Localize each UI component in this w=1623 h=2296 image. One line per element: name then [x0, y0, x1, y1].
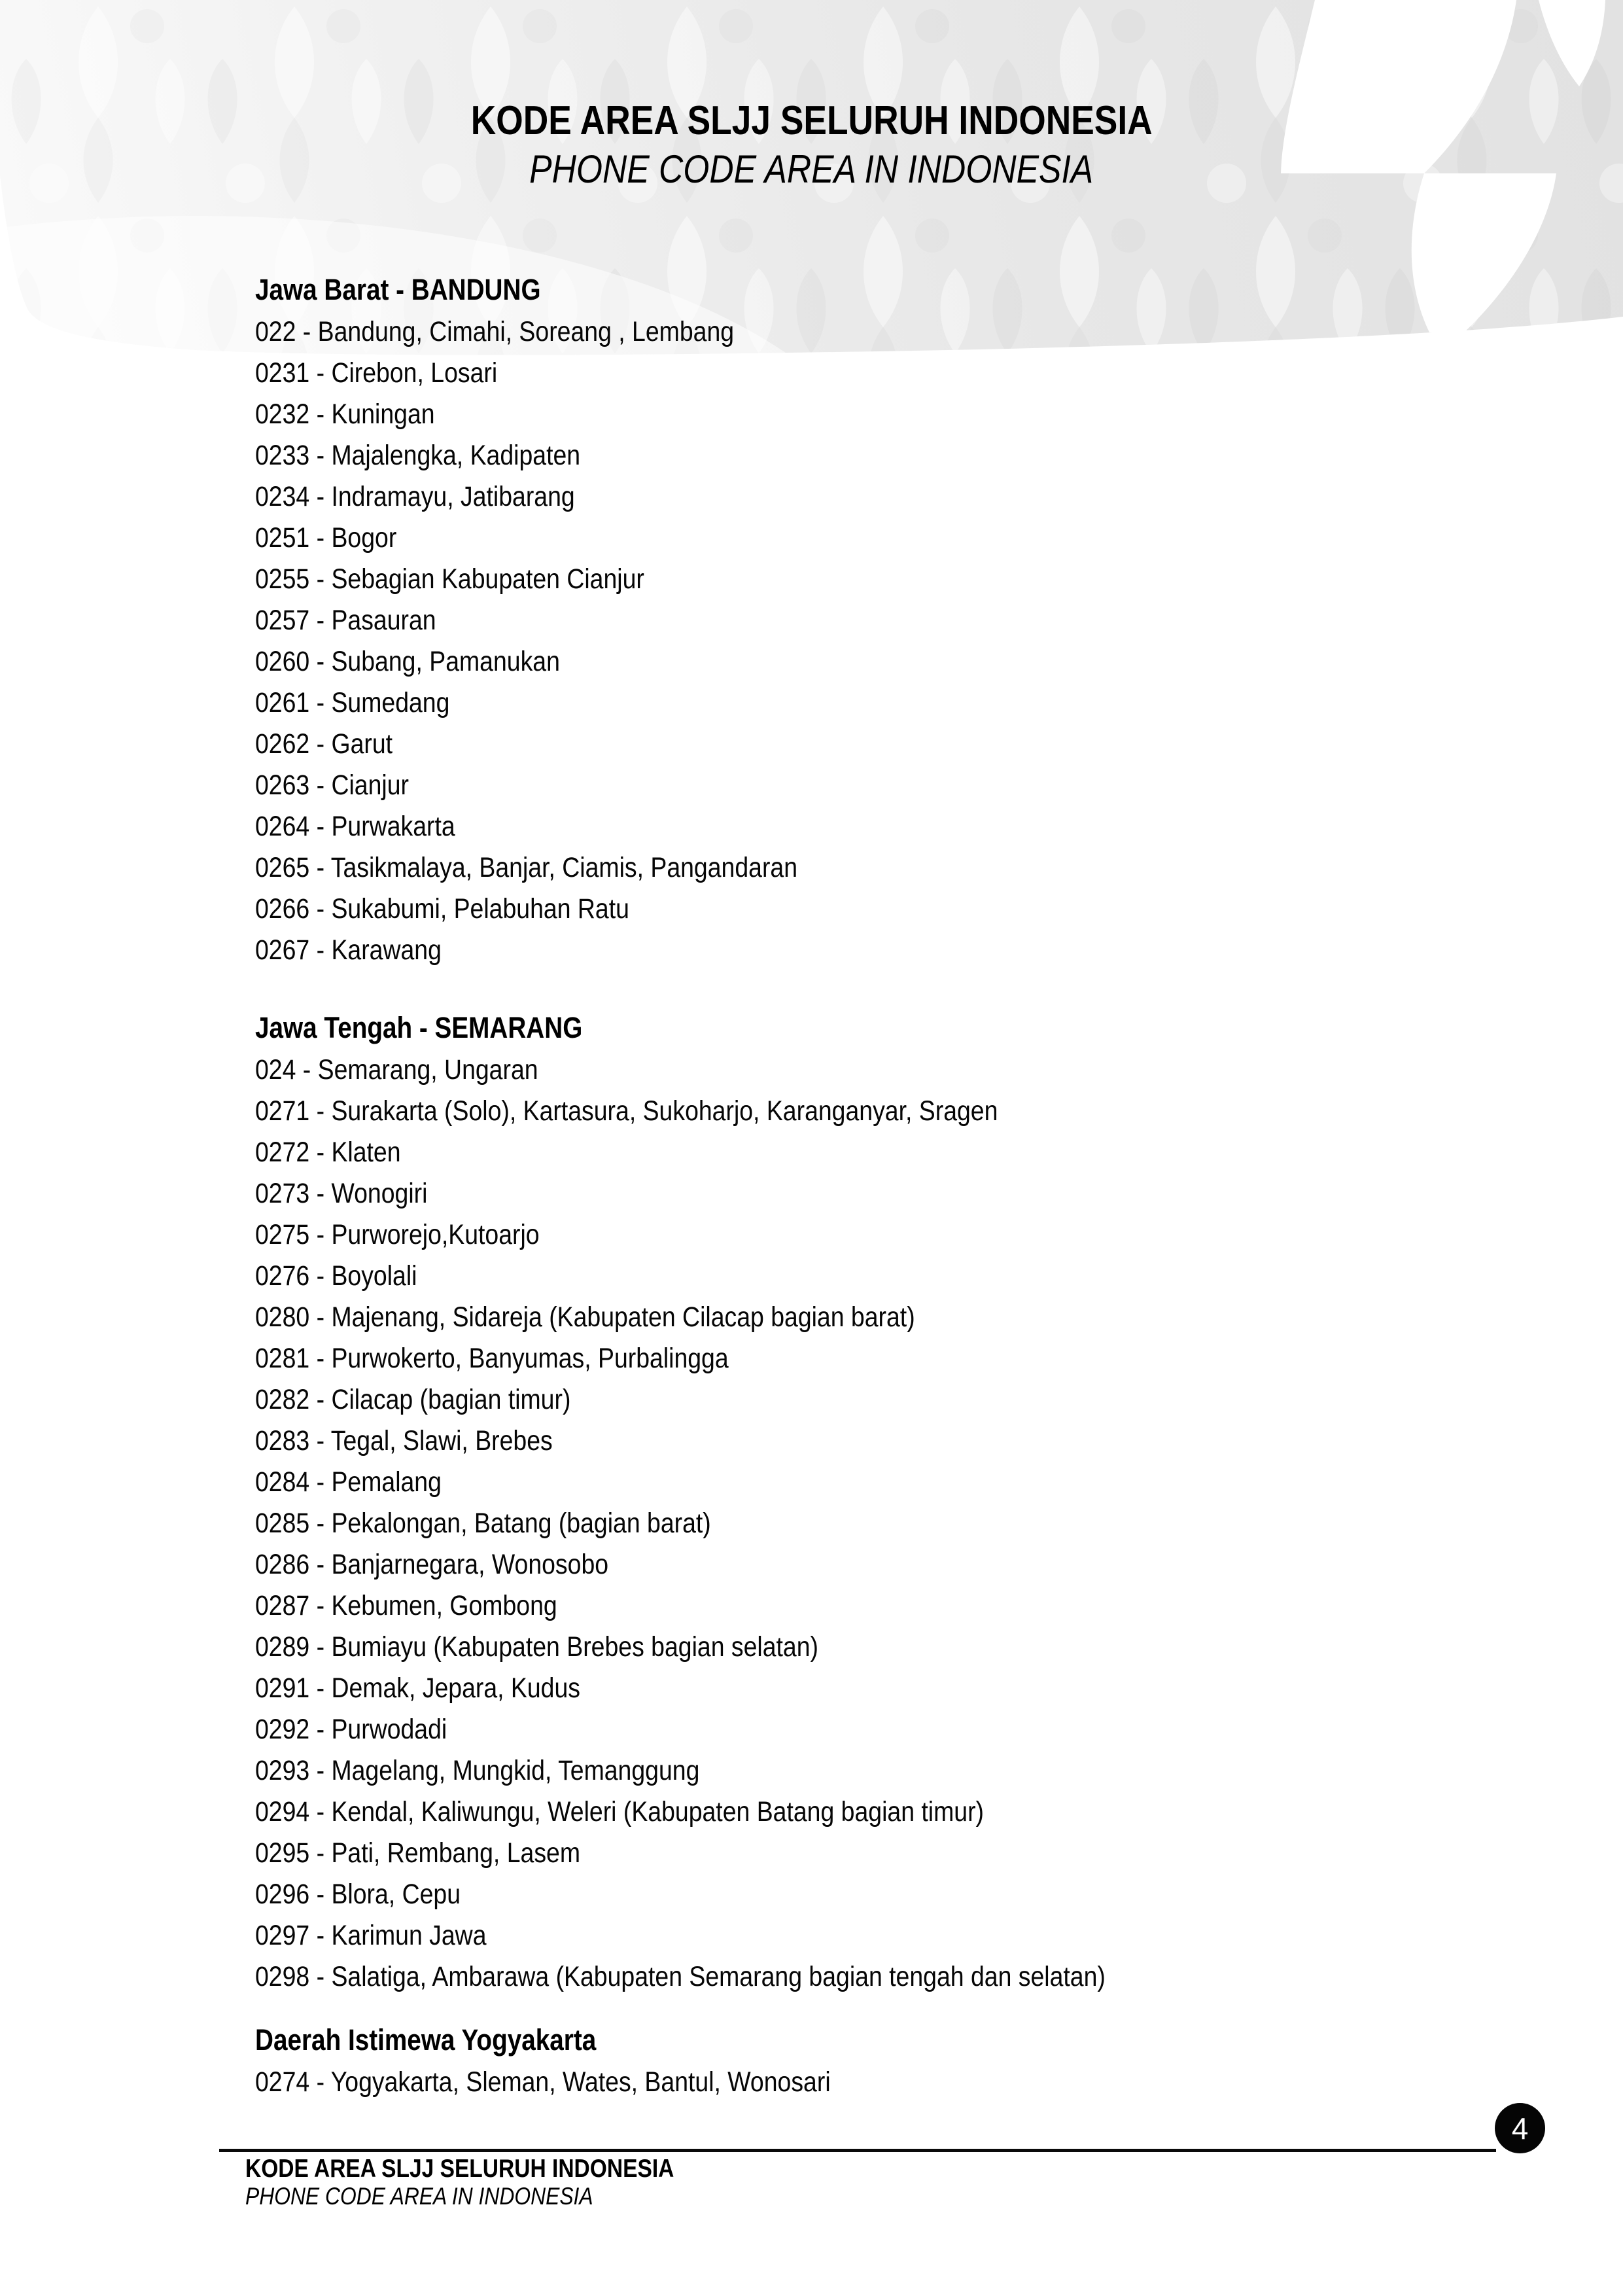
footer-divider	[219, 2149, 1496, 2152]
region-heading-text: Jawa Barat - BANDUNG	[255, 273, 541, 306]
footer-title	[245, 2155, 744, 2183]
area-code-entry	[255, 600, 879, 641]
area-code-entry	[255, 394, 879, 435]
area-code-entry	[255, 641, 879, 682]
area-code-entry-text: 0292 - Purwodadi	[255, 1714, 447, 1745]
area-code-entry	[255, 518, 879, 559]
area-code-entry-text: 0285 - Pekalongan, Batang (bagian barat)	[255, 1508, 711, 1539]
area-code-entry	[255, 1627, 1232, 1668]
area-code-entry	[255, 1833, 1232, 1874]
area-code-entries	[255, 2062, 916, 2103]
area-code-entry	[255, 1915, 1232, 1956]
area-code-entry-text: 0255 - Sebagian Kabupaten Cianjur	[255, 563, 644, 595]
page-number: 4	[1511, 2111, 1529, 2146]
area-code-entry-text: 0296 - Blora, Cepu	[255, 1879, 461, 1910]
page-number-badge	[1495, 2103, 1545, 2153]
area-code-entry	[255, 435, 879, 476]
page-subtitle-text: PHONE CODE AREA IN INDONESIA	[529, 147, 1094, 191]
region-heading	[255, 268, 879, 311]
area-code-entry-text: 0273 - Wonogiri	[255, 1178, 428, 1209]
area-code-entry-text: 0286 - Banjarnegara, Wonosobo	[255, 1549, 609, 1580]
region-heading	[255, 1006, 1232, 1050]
area-code-entry	[255, 682, 879, 724]
area-code-entry	[255, 724, 879, 765]
region-section	[255, 268, 879, 971]
area-code-entry	[255, 1050, 1232, 1091]
footer-title-text: KODE AREA SLJJ SELURUH INDONESIA	[245, 2155, 674, 2183]
area-code-entry	[255, 1132, 1232, 1173]
area-code-entry-text: 0257 - Pasauran	[255, 605, 436, 636]
region-heading-text: Daerah Istimewa Yogyakarta	[255, 2023, 597, 2057]
area-code-entry-text: 0281 - Purwokerto, Banyumas, Purbalingga	[255, 1343, 729, 1374]
area-code-entry	[255, 2062, 916, 2103]
area-code-entry-text: 0233 - Majalengka, Kadipaten	[255, 440, 581, 471]
region-section	[255, 2019, 916, 2103]
area-code-entry	[255, 476, 879, 518]
area-code-entry	[255, 1462, 1232, 1503]
page-subtitle	[0, 145, 1623, 194]
footer-subtitle-text: PHONE CODE AREA IN INDONESIA	[245, 2183, 593, 2210]
area-code-entry-text: 0262 - Garut	[255, 728, 393, 760]
area-code-entry-text: 0274 - Yogyakarta, Sleman, Wates, Bantul, Wonosari	[255, 2066, 831, 2098]
area-code-entries	[255, 311, 879, 971]
area-code-entry-text: 0282 - Cilacap (bagian timur)	[255, 1384, 571, 1415]
area-code-entry	[255, 765, 879, 806]
area-code-entry	[255, 1956, 1232, 1998]
area-code-entry	[255, 1297, 1232, 1338]
area-code-entry-text: 0234 - Indramayu, Jatibarang	[255, 481, 575, 512]
area-code-entry-text: 0266 - Sukabumi, Pelabuhan Ratu	[255, 893, 629, 925]
area-code-entry-text: 0267 - Karawang	[255, 934, 442, 966]
region-heading-text: Jawa Tengah - SEMARANG	[255, 1011, 583, 1044]
area-code-entry	[255, 806, 879, 847]
area-code-entry	[255, 1256, 1232, 1297]
area-code-entry-text: 0295 - Pati, Rembang, Lasem	[255, 1837, 581, 1869]
page-title-text: KODE AREA SLJJ SELURUH INDONESIA	[470, 98, 1153, 143]
area-code-entry	[255, 1585, 1232, 1627]
area-code-entry	[255, 1421, 1232, 1462]
area-code-entry-text: 0284 - Pemalang	[255, 1466, 442, 1498]
area-code-entry-text: 0297 - Karimun Jawa	[255, 1920, 487, 1951]
area-code-entry-text: 0272 - Klaten	[255, 1137, 401, 1168]
page-header	[0, 97, 1623, 194]
area-code-entry-text: 0280 - Majenang, Sidareja (Kabupaten Cilacap bagian barat)	[255, 1301, 915, 1333]
area-code-entry-text: 0294 - Kendal, Kaliwungu, Weleri (Kabupaten Batang bagian timur)	[255, 1796, 984, 1828]
area-code-entry-text: 022 - Bandung, Cimahi, Soreang , Lembang	[255, 316, 735, 347]
area-code-entry-text: 0271 - Surakarta (Solo), Kartasura, Sukoharjo, Karanganyar, Sragen	[255, 1095, 998, 1127]
area-code-entry-text: 024 - Semarang, Ungaran	[255, 1054, 538, 1086]
area-code-entry	[255, 1750, 1232, 1792]
area-code-entry	[255, 1091, 1232, 1132]
area-code-entries	[255, 1050, 1232, 1998]
area-code-entry	[255, 930, 879, 971]
area-code-entry	[255, 1544, 1232, 1585]
area-code-entry-text: 0276 - Boyolali	[255, 1260, 417, 1292]
area-code-entry	[255, 353, 879, 394]
area-code-entry-text: 0275 - Purworejo,Kutoarjo	[255, 1219, 540, 1250]
area-code-entry-text: 0283 - Tegal, Slawi, Brebes	[255, 1425, 553, 1457]
area-code-entry-text: 0291 - Demak, Jepara, Kudus	[255, 1672, 581, 1704]
area-code-entry	[255, 1503, 1232, 1544]
page-title	[0, 97, 1623, 145]
area-code-entry	[255, 1709, 1232, 1750]
area-code-entry	[255, 847, 879, 889]
area-code-entry-text: 0289 - Bumiayu (Kabupaten Brebes bagian selatan)	[255, 1631, 819, 1663]
area-code-entry	[255, 1338, 1232, 1379]
area-code-entry	[255, 1173, 1232, 1214]
area-code-entry-text: 0232 - Kuningan	[255, 398, 435, 430]
area-code-entry-text: 0293 - Magelang, Mungkid, Temanggung	[255, 1755, 700, 1786]
area-code-entry-text: 0264 - Purwakarta	[255, 811, 455, 842]
area-code-entry-text: 0265 - Tasikmalaya, Banjar, Ciamis, Pangandaran	[255, 852, 798, 883]
area-code-entry	[255, 1214, 1232, 1256]
area-code-entry	[255, 1379, 1232, 1421]
footer-subtitle	[245, 2183, 650, 2210]
area-code-entry	[255, 889, 879, 930]
area-code-entry	[255, 1668, 1232, 1709]
area-code-entry-text: 0287 - Kebumen, Gombong	[255, 1590, 557, 1621]
area-code-entry-text: 0231 - Cirebon, Losari	[255, 357, 498, 389]
area-code-entry-text: 0263 - Cianjur	[255, 769, 409, 801]
area-code-entry-text: 0260 - Subang, Pamanukan	[255, 646, 560, 677]
area-code-entry	[255, 311, 879, 353]
area-code-entry-text: 0298 - Salatiga, Ambarawa (Kabupaten Semarang bagian tengah dan selatan)	[255, 1961, 1106, 1992]
region-section	[255, 1006, 1232, 1998]
area-code-entry	[255, 1792, 1232, 1833]
area-code-entry-text: 0261 - Sumedang	[255, 687, 450, 718]
area-code-entry	[255, 559, 879, 600]
region-heading	[255, 2019, 916, 2062]
area-code-entry-text: 0251 - Bogor	[255, 522, 397, 554]
area-code-entry	[255, 1874, 1232, 1915]
